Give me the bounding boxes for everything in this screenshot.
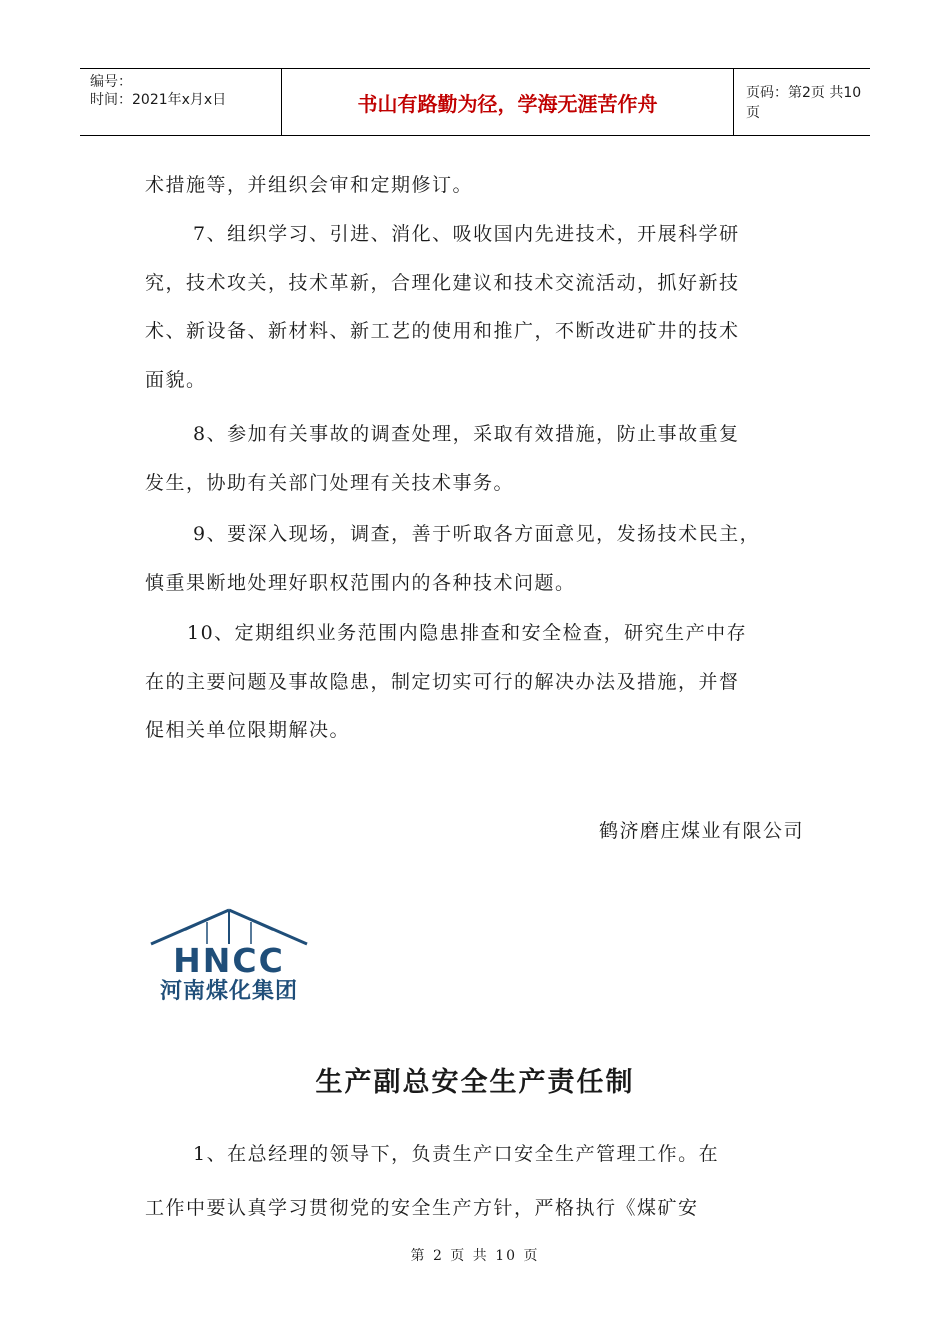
paragraph-continued: [145, 161, 815, 210]
text-line: 发生，协助有关部门处理有关技术事务。: [145, 471, 515, 494]
company-name: 鹤济磨庄煤业有限公司: [598, 820, 804, 842]
header-motto: 书山有路勤为径，学海无涯苦作舟: [282, 69, 734, 135]
logo-bottom-text: 河南煤化集团: [159, 979, 299, 1002]
paragraph-item-9: [145, 510, 815, 607]
number-label: 编号：: [90, 74, 132, 90]
text-line: 9、要深入现场，调查，善于听取各方面意见，发扬技术民主，: [193, 523, 761, 545]
paragraph-item-10: [145, 609, 815, 755]
header-page-info: 页码：第2页 共10页: [746, 85, 862, 121]
paragraph-item-7: [145, 210, 815, 404]
paragraph-item-8: [145, 410, 815, 507]
logo-top-text: HNCC: [173, 941, 285, 980]
text-line: 在的主要问题及事故隐患，制定切实可行的解决办法及措施，并督: [145, 670, 740, 693]
time-label: 时间：2021年x月x日: [90, 92, 227, 108]
text-line: 10、定期组织业务范围内隐患排查和安全检查，研究生产中存: [187, 622, 748, 644]
text-line: 8、参加有关事故的调查处理，采取有效措施，防止事故重复: [193, 423, 740, 445]
text-line: 7、组织学习、引进、消化、吸收国内先进技术，开展科学研: [193, 223, 740, 245]
text-line: 术、新设备、新材料、新工艺的使用和推广，不断改进矿井的技术: [145, 320, 740, 342]
page-footer: 第 2 页 共 10 页: [410, 1248, 540, 1264]
text-line: 1、在总经理的领导下，负责生产口安全生产管理工作。在: [193, 1143, 720, 1165]
text-line: 慎重果断地处理好职权范围内的各种技术问题。: [145, 571, 576, 594]
page-header: [80, 68, 870, 136]
section-title: 生产副总安全生产责任制: [315, 1067, 635, 1098]
hncc-logo: [145, 908, 313, 1002]
text-line: 工作中要认真学习贯彻党的安全生产方针，严格执行《煤矿安: [145, 1197, 699, 1219]
text-line: 促相关单位限期解决。: [145, 719, 351, 741]
header-meta: [80, 69, 282, 135]
text-line: 术措施等，并组织会审和定期修订。: [145, 174, 474, 196]
paragraph-section-item-1: [145, 1127, 815, 1235]
text-line: 面貌。: [145, 368, 207, 391]
text-line: 究，技术攻关，技术革新，合理化建议和技术交流活动，抓好新技: [145, 271, 740, 294]
